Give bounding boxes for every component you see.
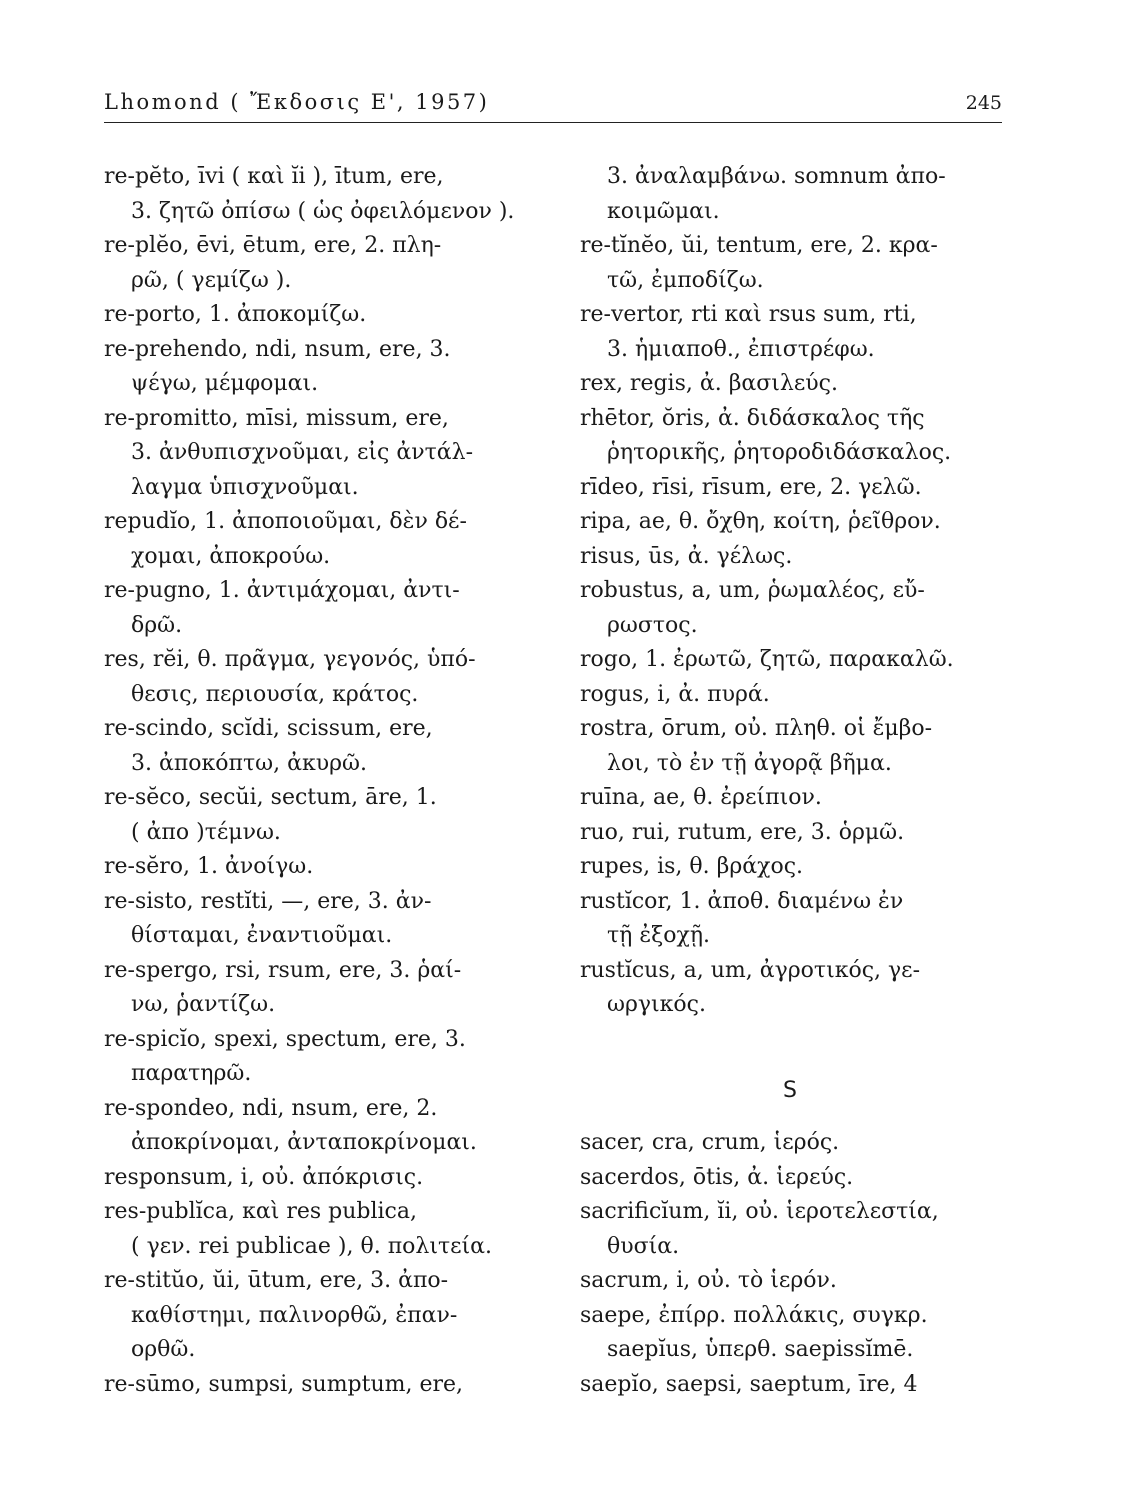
dictionary-line: re-pĕto, īvi ( καὶ ĭi ), ītum, ere, [104,164,444,189]
dictionary-line: rogo, 1. ἐρωτῶ, ζητῶ, παρακαλῶ. [580,647,954,672]
dictionary-line: re-spondeo, ndi, nsum, ere, 2. [104,1095,438,1121]
dictionary-line: res-publĭca, καὶ res publica, [104,1199,417,1224]
dictionary-line: re-scindo, scĭdi, scissum, ere, [104,716,433,741]
dictionary-line: sacerdos, ōtis, ἀ. ἱερεύς. [580,1164,854,1190]
dictionary-line: re-plĕo, ēvi, ētum, ere, 2. πλη- [104,233,442,258]
dictionary-line: 3. ζητῶ ὀπίσω ( ὡς ὀφειλόμενον ). [131,198,515,224]
dictionary-line: χομαι, ἀποκρούω. [131,543,331,569]
dictionary-line: θίσταμαι, ἐναντιοῦμαι. [131,923,393,948]
dictionary-line: ( ἀπο )τέμνω. [131,819,281,845]
dictionary-line: re-sūmo, sumpsi, sumptum, ere, [104,1371,464,1397]
dictionary-line: ῥητορικῆς, ῥητοροδιδάσκαλος. [607,440,952,465]
dictionary-line: sacer, cra, crum, ἱερός. [580,1130,840,1155]
dictionary-line: rīdeo, rīsi, rīsum, ere, 2. γελῶ. [580,474,922,500]
dictionary-line: saepĭo, saepsi, saeptum, īre, 4 [580,1371,918,1397]
dictionary-line: ruo, rui, rutum, ere, 3. ὁρμῶ. [580,819,905,845]
dictionary-line: sacrificĭum, ĭi, οὐ. ἱεροτελεστία, [580,1199,939,1224]
dictionary-line [580,1023,1000,1058]
dictionary-line: re-tĭnĕo, ŭi, tentum, ere, 2. κρα- [580,233,938,258]
dictionary-line: κοιμῶμαι. [607,198,720,224]
dictionary-line: rex, regis, ἀ. βασιλεύς. [580,371,838,396]
dictionary-line: repudĭo, 1. ἀποποιοῦμαι, δὲν δέ- [104,509,467,534]
dictionary-line: θυσία. [607,1233,680,1259]
page-number: 245 [965,92,1002,114]
dictionary-line: ορθῶ. [131,1337,196,1362]
dictionary-line: re-vertor, rti καὶ rsus sum, rti, [580,302,917,327]
dictionary-line: 3. ἀναλαμβάνω. somnum ἀπο- [607,164,946,189]
dictionary-line: ἀποκρίνομαι, ἀνταποκρίνομαι. [131,1130,477,1155]
dictionary-line: rustĭcus, a, um, ἀγροτικός, γε- [580,957,921,983]
dictionary-line: rupes, is, θ. βράχος. [580,854,804,879]
dictionary-line: 3. ἀποκόπτω, ἀκυρῶ. [131,750,367,776]
dictionary-line: re-sisto, restĭti, —, ere, 3. ἀν- [104,888,432,914]
dictionary-line: ωργικός. [607,992,706,1017]
dictionary-line: λοι, τὸ ἐν τῇ ἀγορᾷ βῆμα. [607,750,892,776]
dictionary-line: rustĭcor, 1. ἀποθ. διαμένω ἐν [580,888,904,914]
dictionary-line: risus, ūs, ἀ. γέλως. [580,543,793,569]
dictionary-line: λαγμα ὑπισχνοῦμαι. [131,474,359,500]
right-column [580,160,1000,1402]
dictionary-line: re-spicĭo, spexi, spectum, ere, 3. [104,1026,466,1052]
dictionary-line: re-promitto, mīsi, missum, ere, [104,405,449,431]
dictionary-line: re-spergo, rsi, rsum, ere, 3. ῥαί- [104,957,462,983]
left-column [104,160,544,1402]
running-head: Lhomond ( Ἔκδοσις Ε', 1957) [104,90,490,114]
dictionary-line: sacrum, i, οὐ. τὸ ἱερόν. [580,1268,837,1293]
dictionary-line: ρωστος. [607,612,698,638]
dictionary-line: ρῶ, ( γεμίζω ). [131,267,292,293]
dictionary-line: re-sĕro, 1. ἀνοίγω. [104,854,314,879]
dictionary-line: θεσις, περιουσία, κράτος. [131,681,419,707]
dictionary-line: robustus, a, um, ῥωμαλέος, εὔ- [580,578,925,603]
dictionary-line: νω, ῥαντίζω. [131,992,276,1017]
dictionary-line: 3. ἡμιαποθ., ἐπιστρέφω. [607,336,875,362]
dictionary-line: ruīna, ae, θ. ἐρείπιον. [580,785,822,810]
dictionary-line: re-porto, 1. ἀποκομίζω. [104,302,367,327]
dictionary-line: saepĭus, ὑπερθ. saepissĭmē. [607,1337,914,1362]
dictionary-line: rostra, ōrum, οὐ. πληθ. οἱ ἔμβο- [580,716,933,741]
dictionary-line: καθίστημι, παλινορθῶ, ἐπαν- [131,1302,458,1328]
dictionary-line: re-prehendo, ndi, nsum, ere, 3. [104,336,451,362]
dictionary-line: ripa, ae, θ. ὄχθη, κοίτη, ῥεῖθρον. [580,509,941,534]
dictionary-line: rogus, i, ἀ. πυρά. [580,681,770,707]
dictionary-line: τῇ ἐξοχῇ. [607,923,711,948]
dictionary-line: παρατηρῶ. [131,1061,252,1086]
dictionary-line: responsum, i, οὐ. ἀπόκρισις. [104,1164,424,1190]
section-letter: S [783,1078,797,1103]
dictionary-line: ( γεν. rei publicae ), θ. πολιτεία. [131,1233,493,1259]
page-header [104,88,1002,123]
dictionary-line: τῶ, ἐμποδίζω. [607,267,764,293]
dictionary-line: ψέγω, μέμφομαι. [131,371,319,396]
dictionary-line: re-stitŭo, ŭi, ūtum, ere, 3. ἀπο- [104,1268,449,1293]
dictionary-line: rhētor, ŏris, ἀ. διδάσκαλος τῆς [580,405,925,431]
dictionary-line: δρῶ. [131,612,183,638]
dictionary-line: 3. ἀνθυπισχνοῦμαι, εἰς ἀντάλ- [131,440,473,465]
dictionary-line: re-pugno, 1. ἀντιμάχομαι, ἀντι- [104,578,460,603]
dictionary-line: saepe, ἐπίρρ. πολλάκις, συγκρ. [580,1302,928,1328]
dictionary-line: res, rĕi, θ. πρᾶγμα, γεγονός, ὑπό- [104,647,476,672]
dictionary-line: re-sĕco, secŭi, sectum, āre, 1. [104,785,437,810]
